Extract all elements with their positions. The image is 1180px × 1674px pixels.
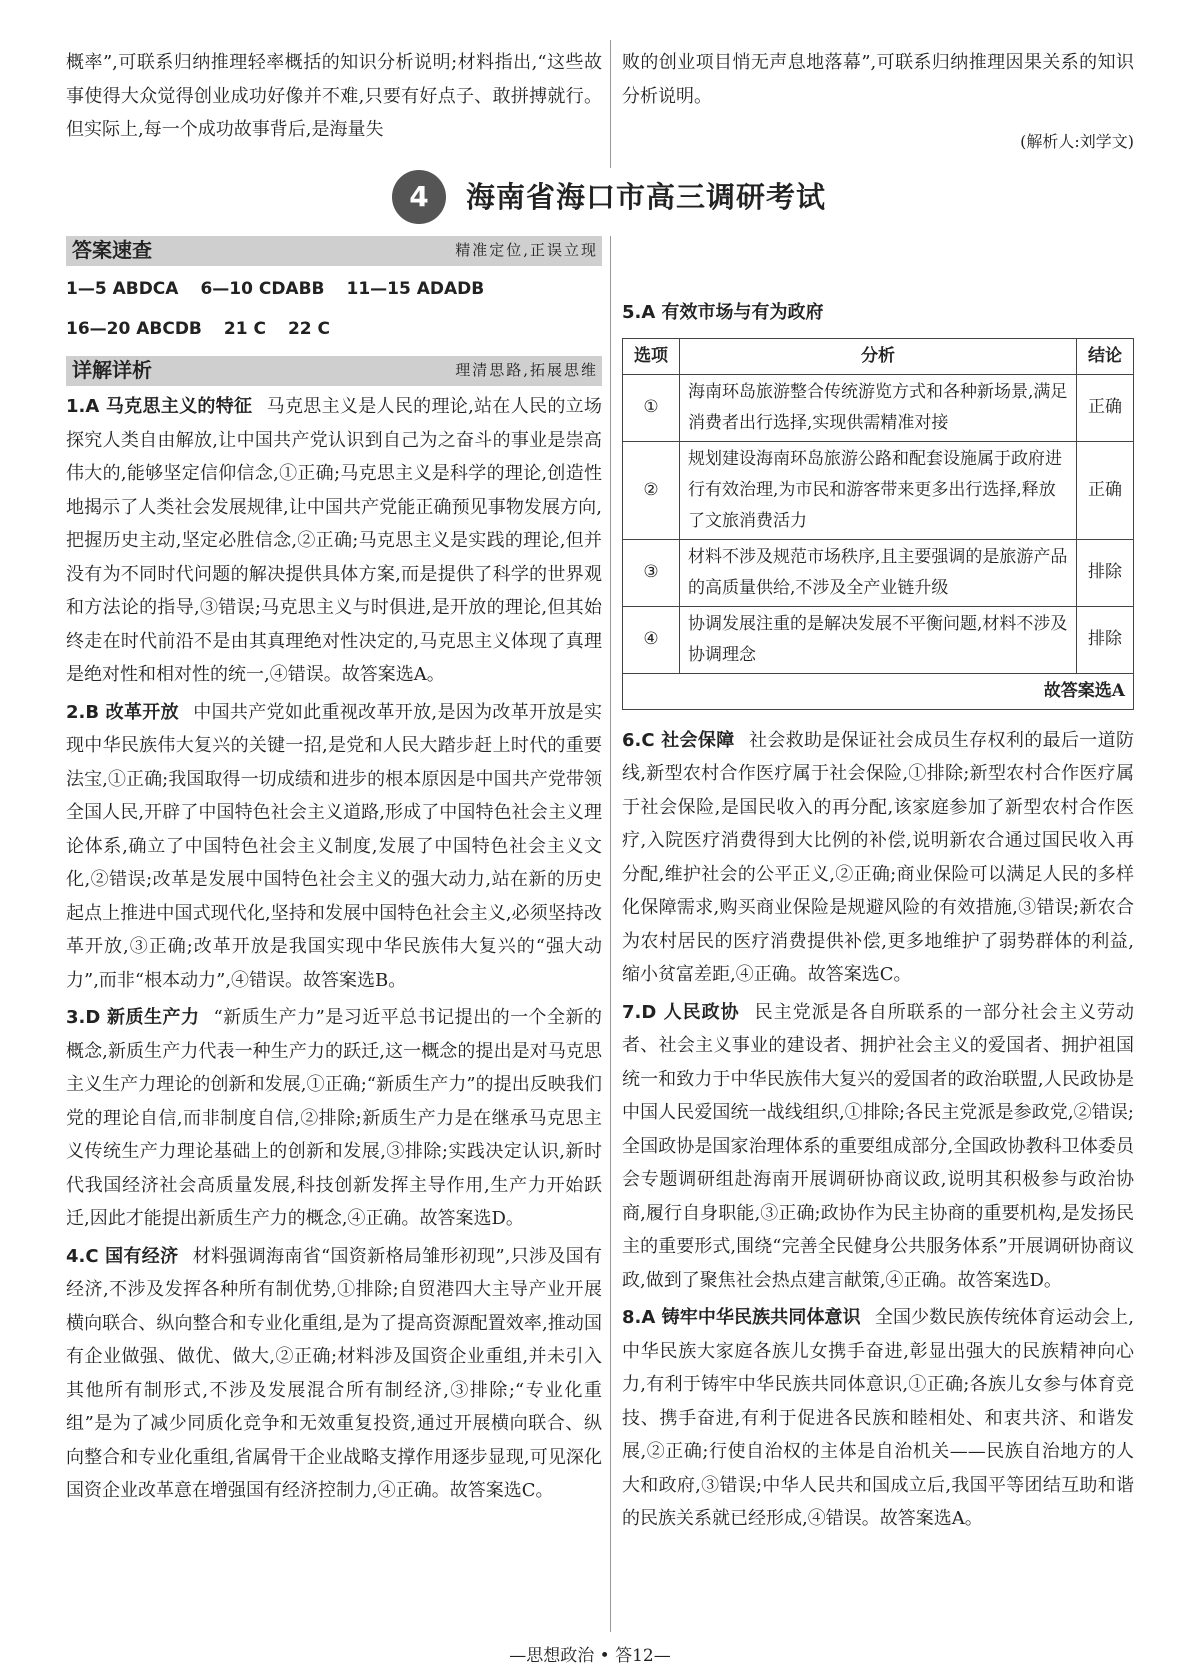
table-row bbox=[623, 539, 1134, 606]
table-row bbox=[623, 374, 1134, 441]
option-cell: ① bbox=[623, 374, 680, 441]
detail-section-slogan: 理清思路,拓展思维 bbox=[455, 361, 598, 379]
question-8-text: 全国少数民族传统体育运动会上,中华民族大家庭各族儿女携手奋进,彰显出强大的民族精神向心力,有利于铸牢中华民族共同体意识,①正确;各族儿女参与体育竞技、携手奋进,有利于促进各民族和睦相处、和衷共济、和谐发展,②正确;行使自治权的主体是自治机关——民族自治地方的人大和政府,③错误;中华人民共和国成立后,我国平等团结互助和谐的民族关系就已经形成,④错误。故答案选A。 bbox=[622, 1307, 1134, 1529]
answer-key bbox=[66, 272, 602, 346]
question-6-tag: 6.C 社会保障 bbox=[622, 729, 735, 751]
table-row bbox=[623, 606, 1134, 673]
question-1-text: 马克思主义是人民的理论,站在人民的立场探究人类自由解放,让中国共产党认识到自己为之奋斗的事业是崇高伟大的,能够坚定信仰信念,①正确;马克思主义是科学的理论,创造性地揭示了人类社会发展规律,让中国共产党能正确预见事物发展方向,把握历史主动,坚定必胜信念,②正确;马克思主义是实践的理论,但并没有为不同时代问题的解决提供具体方案,而是提供了科学的世界观和方法论的指导,③错误;马克思主义与时俱进,是开放的理论,但其始终走在时代前沿不是由其真理绝对性决定的,马克思主义体现了真理是绝对性和相对性的统一,④错误。故答案选A。 bbox=[66, 396, 602, 685]
top-left-paragraph: 概率”,可联系归纳推理轻率概括的知识分析说明;材料指出,“这些故事使得大众觉得创业成功好像并不难,只要有好点子、敢拼搏就行。但实际上,每一个成功故事背后,是海量失 bbox=[66, 52, 602, 140]
option-cell: ② bbox=[623, 441, 680, 539]
analysis-cell: 材料不涉及规范市场秩序,且主要强调的是旅游产品的高质量供给,不涉及全产业链升级 bbox=[680, 539, 1077, 606]
top-right-paragraph: 败的创业项目悄无声息地落幕”,可联系归纳推理因果关系的知识分析说明。 bbox=[622, 52, 1134, 107]
answers-section-slogan: 精准定位,正误立现 bbox=[455, 241, 598, 259]
analysis-cell: 协调发展注重的是解决发展不平衡问题,材料不涉及协调理念 bbox=[680, 606, 1077, 673]
question-7-explanation bbox=[622, 996, 1134, 1298]
question-4-tag: 4.C 国有经济 bbox=[66, 1245, 179, 1267]
question-3-explanation bbox=[66, 1001, 602, 1236]
table-header-conclusion: 结论 bbox=[1077, 338, 1134, 374]
page-footer: —思想政治 • 答12— bbox=[509, 1646, 671, 1666]
table-header-option: 选项 bbox=[623, 338, 680, 374]
left-column bbox=[66, 236, 602, 1508]
question-5-tag: 5.A 有效市场与有为政府 bbox=[622, 302, 824, 323]
question-7-tag: 7.D 人民政协 bbox=[622, 1001, 740, 1023]
table-header-analysis: 分析 bbox=[680, 338, 1077, 374]
answer-group: 22 C bbox=[287, 319, 331, 339]
option-cell: ③ bbox=[623, 539, 680, 606]
exam-title: 海南省海口市高三调研考试 bbox=[466, 180, 827, 214]
top-right-text-block bbox=[622, 46, 1134, 159]
question-3-text: “新质生产力”是习近平总书记提出的一个全新的概念,新质生产力代表一种生产力的跃迁,这一概念的提出是对马克思主义生产力理论的创新和发展,①正确;“新质生产力”的提出反映我们党的理论自信,而非制度自信,②排除;新质生产力是在继承马克思主义传统生产力理论基础上的创新和发展,③排除;实践决定认识,新时代我国经济社会高质量发展,科技创新发挥主导作用,生产力开始跃迁,因此才能提出新质生产力的概念,④正确。故答案选D。 bbox=[66, 1007, 602, 1229]
detail-section-header bbox=[66, 356, 602, 386]
question-2-tag: 2.B 改革开放 bbox=[66, 701, 179, 723]
exam-title-block bbox=[392, 170, 832, 226]
question-6-text: 社会救助是保证社会成员生存权利的最后一道防线,新型农村合作医疗属于社会保险,①排除;新型农村合作医疗属于社会保险,是国民收入的再分配,该家庭参加了新型农村合作医疗,入院医疗消费得到大比例的补偿,说明新农合通过国民收入再分配,维护社会的公平正义,②正确;商业保险可以满足人民的多样化保障需求,购买商业保险是规避风险的有效措施,③错误;新农合为农村居民的医疗消费提供补偿,更多地维护了弱势群体的利益,缩小贫富差距,④正确。故答案选C。 bbox=[622, 729, 1135, 985]
conclusion-cell: 正确 bbox=[1077, 441, 1134, 539]
question-8-explanation bbox=[622, 1301, 1134, 1536]
question-4-explanation bbox=[66, 1240, 602, 1508]
answers-section-header bbox=[66, 236, 602, 266]
answer-group: 21 C bbox=[223, 319, 266, 339]
question-5-intro bbox=[622, 296, 1134, 330]
question-1-tag: 1.A 马克思主义的特征 bbox=[66, 396, 253, 417]
column-divider bbox=[610, 40, 611, 168]
conclusion-cell: 正确 bbox=[1077, 374, 1134, 441]
table-row bbox=[623, 441, 1134, 539]
question-2-explanation bbox=[66, 696, 602, 998]
column-divider-main bbox=[610, 236, 611, 1632]
exam-number-badge: 4 bbox=[392, 170, 446, 224]
answers-section-title: 答案速查 bbox=[72, 238, 152, 262]
question-1-explanation bbox=[66, 390, 602, 692]
option-cell: ④ bbox=[623, 606, 680, 673]
question-8-tag: 8.A 铸牢中华民族共同体意识 bbox=[622, 1307, 861, 1328]
detail-section-title: 详解详析 bbox=[72, 358, 152, 382]
table-header-row bbox=[623, 338, 1134, 374]
answer-group: 16—20 ABCDB bbox=[66, 319, 202, 339]
answer-group: 1—5 ABDCA bbox=[66, 279, 179, 299]
answer-group: 11—15 ADADB bbox=[346, 279, 485, 299]
table-conclusion: 故答案选A bbox=[623, 673, 1134, 709]
conclusion-cell: 排除 bbox=[1077, 539, 1134, 606]
question-4-text: 材料强调海南省“国资新格局雏形初现”,只涉及国有经济,不涉及发挥各种所有制优势,①排除;自贸港四大主导产业开展横向联合、纵向整合和专业化重组,是为了提高资源配置效率,推动国有企业做强、做优、做大,②正确;材料涉及国资企业重组,并未引入其他所有制形式,不涉及发展混合所有制经济,③排除;“专业化重组”是为了减少同质化竞争和无效重复投资,通过开展横向联合、纵向整合和专业化重组,省属骨干企业战略支撑作用逐步显现,可见深化国资企业改革意在增强国有经济控制力,④正确。故答案选C。 bbox=[66, 1245, 602, 1501]
analysis-cell: 规划建设海南环岛旅游公路和配套设施属于政府进行有效治理,为市民和游客带来更多出行选择,释放了文旅消费活力 bbox=[680, 441, 1077, 539]
right-column bbox=[622, 236, 1134, 1536]
analysis-cell: 海南环岛旅游整合传统游览方式和各种新场景,满足消费者出行选择,实现供需精准对接 bbox=[680, 374, 1077, 441]
question-6-explanation bbox=[622, 724, 1134, 992]
conclusion-cell: 排除 bbox=[1077, 606, 1134, 673]
top-left-text-block bbox=[66, 46, 602, 147]
question-7-text: 民主党派是各自所联系的一部分社会主义劳动者、社会主义事业的建设者、拥护社会主义的爱国者、拥护祖国统一和致力于中华民族伟大复兴的爱国者的政治联盟,人民政协是中国人民爱国统一战线组织,①排除;各民主党派是参政党,②错误;全国政协是国家治理体系的重要组成部分,全国政协教科卫体委员会专题调研组赴海南开展调研协商议政,说明其积极参与政治协商,履行自身职能,③正确;政协作为民主协商的重要机构,是发扬民主的重要形式,围绕“完善全民健身公共服务体系”开展调研协商议政,做到了聚焦社会热点建言献策,④正确。故答案选D。 bbox=[622, 1001, 1134, 1291]
question-5-table bbox=[622, 338, 1134, 710]
table-conclusion-row bbox=[623, 673, 1134, 709]
answer-group: 6—10 CDABB bbox=[200, 279, 325, 299]
analyst-credit: (解析人:刘学文) bbox=[1020, 132, 1134, 151]
question-2-text: 中国共产党如此重视改革开放,是因为改革开放是实现中华民族伟大复兴的关键一招,是党和人民大踏步赶上时代的重要法宝,①正确;我国取得一切成绩和进步的根本原因是中国共产党带领全国人民,开辟了中国特色社会主义道路,形成了中国特色社会主义理论体系,确立了中国特色社会主义制度,发展了中国特色社会主义文化,②错误;改革是发展中国特色社会主义的强大动力,站在新的历史起点上推进中国式现代化,坚持和发展中国特色社会主义,必须坚持改革开放,③正确;改革开放是我国实现中华民族伟大复兴的“强大动力”,而非“根本动力”,④错误。故答案选B。 bbox=[66, 701, 602, 991]
question-3-tag: 3.D 新质生产力 bbox=[66, 1007, 200, 1028]
